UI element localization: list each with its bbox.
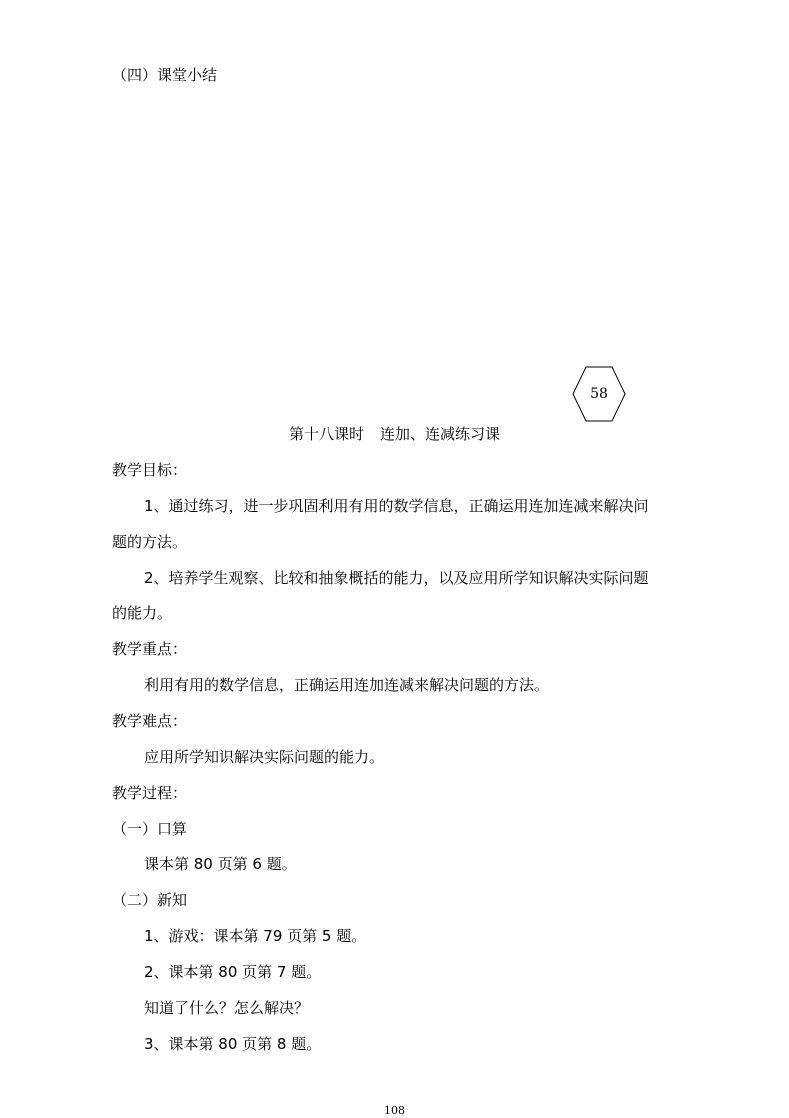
- goal-2-line-2: 的能力。: [112, 604, 173, 622]
- summary-heading: （四）课堂小结: [112, 66, 218, 84]
- process-heading: 教学过程：: [112, 784, 188, 802]
- section-1-heading: （一）口算: [112, 820, 188, 838]
- lesson-number: 58: [590, 386, 608, 402]
- section-2-heading: （二）新知: [112, 891, 188, 909]
- lesson-title: [0, 424, 789, 444]
- difficulties-text: 应用所学知识解决实际问题的能力。: [144, 748, 385, 766]
- lesson-number-badge: [572, 366, 626, 422]
- section-1-text: 课本第 80 页第 6 题。: [144, 855, 297, 873]
- goal-1-line-2: 题的方法。: [112, 533, 188, 551]
- goals-heading: 教学目标：: [112, 461, 188, 479]
- section-2-item-1: 1、游戏：课本第 79 页第 5 题。: [144, 927, 367, 945]
- section-2-item-3: 3、课本第 80 页第 8 题。: [144, 1035, 322, 1053]
- key-points-text: 利用有用的数学信息，正确运用连加连减来解决问题的方法。: [144, 676, 550, 694]
- lesson-title-part2: 连加、连减练习课: [380, 425, 501, 443]
- key-points-heading: 教学重点：: [112, 640, 188, 658]
- goal-2-line-1: 2、培养学生观察、比较和抽象概括的能力，以及应用所学知识解决实际问题: [144, 569, 649, 587]
- difficulties-heading: 教学难点：: [112, 712, 188, 730]
- lesson-title-part1: 第十八课时: [288, 425, 364, 443]
- section-2-question: 知道了什么？怎么解决？: [144, 999, 310, 1017]
- section-2-item-2: 2、课本第 80 页第 7 题。: [144, 963, 322, 981]
- goal-1-line-1: 1、通过练习，进一步巩固利用有用的数学信息，正确运用连加连减来解决问: [144, 497, 649, 515]
- page-number: 108: [384, 1104, 405, 1117]
